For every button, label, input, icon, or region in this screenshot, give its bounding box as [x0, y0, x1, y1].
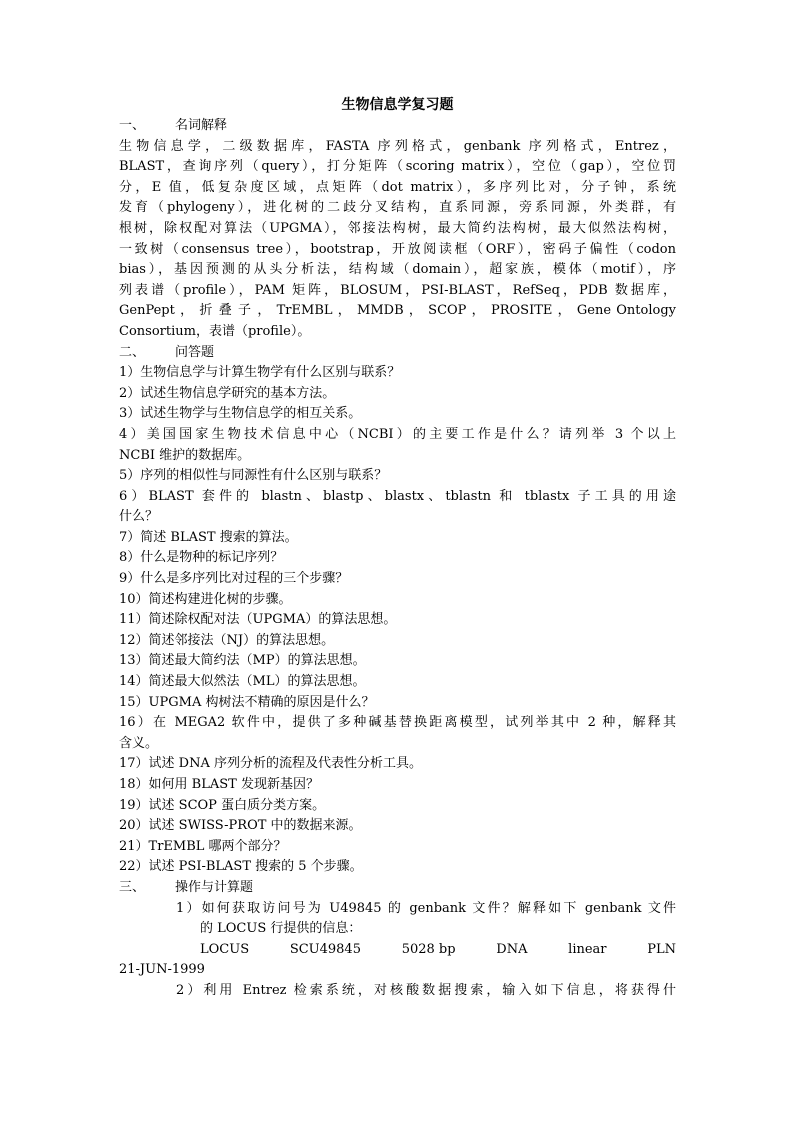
question-item: 12）简述邻接法（NJ）的算法思想。 — [119, 632, 335, 648]
question-item: 8）什么是物种的标记序列？ — [119, 550, 284, 566]
question-item: 18）如何用 BLAST 发现新基因？ — [119, 777, 319, 792]
question-item: 15）UPGMA 构树法不精确的原因是什么？ — [119, 694, 375, 710]
exercise-item-continued: 的 LOCUS 行提供的信息： — [200, 921, 362, 937]
locus-topology: linear — [568, 941, 607, 957]
locus-name: SCU49845 — [289, 941, 361, 957]
terms-line: GenPept ， 折 叠 子 ， TrEMBL ， MMDB ， SCOP ， PROSITE ， Gene Ontology — [119, 303, 676, 319]
question-item: 3）试述生物学与生物信息学的相互关系。 — [119, 406, 362, 422]
section-heading-questions — [119, 343, 676, 364]
question-item: 22）试述 PSI-BLAST 搜索的 5 个步骤。 — [119, 859, 363, 875]
question-item: 17）试述 DNA 序列分析的流程及代表性分析工具。 — [119, 756, 422, 772]
document-title: 生物信息学复习题 — [341, 97, 454, 113]
question-item-continued: 含义。 — [119, 735, 159, 751]
question-item: 16）在 MEGA2 软件中，提供了多种碱基替换距离模型，试列举其中 2 种，解释其 — [119, 715, 676, 731]
terms-line: 发育（phylogeny），进化树的二歧分叉结构，直系同源，旁系同源，外类群，有 — [119, 200, 676, 216]
section-heading-exercises — [119, 878, 676, 899]
section-title: 问答题 — [175, 344, 215, 360]
question-item: 4）美国国家生物技术信息中心（NCBI）的主要工作是什么？请列举 3 个以上 — [119, 426, 676, 442]
locus-division: PLN — [647, 941, 676, 957]
question-item: 10）简述构建进化树的步骤。 — [119, 591, 292, 607]
locus-length: 5028 bp — [401, 941, 456, 957]
terms-line: 分，E 值，低复杂度区域，点矩阵（dot matrix），多序列比对，分子钟，系统 — [119, 179, 676, 195]
document-page — [119, 95, 676, 1002]
question-item: 2）试述生物信息学研究的基本方法。 — [119, 385, 336, 401]
section-number: 三、 — [119, 879, 146, 895]
question-item: 9）什么是多序列比对过程的三个步骤？ — [119, 571, 349, 587]
terms-line: Consortium，表谱（profile）。 — [119, 323, 311, 339]
locus-line — [119, 940, 676, 961]
locus-keyword: LOCUS — [200, 941, 250, 957]
section-heading-terms — [119, 116, 676, 137]
terms-line: 生物信息学，二级数据库，FASTA 序列格式，genbank 序列格式，Entrez， — [119, 138, 676, 154]
question-item: 19）试述 SCOP 蛋白质分类方案。 — [119, 797, 326, 813]
terms-line: bias），基因预测的从头分析法，结构域（domain），超家族，模体（motif），序 — [119, 262, 676, 278]
questions-list — [119, 363, 676, 878]
question-item: 20）试述 SWISS-PROT 中的数据来源。 — [119, 818, 362, 834]
terms-line: 根树，除权配对算法（UPGMA），邻接法构树，最大简约法构树，最大似然法构树， — [119, 220, 676, 236]
terms-line: 列表谱（profile），PAM 矩阵，BLOSUM，PSI-BLAST，RefSeq，PDB 数据库， — [119, 282, 676, 298]
question-item: 21）TrEMBL 哪两个部分？ — [119, 838, 287, 854]
exercise-item: 1）如何获取访问号为 U49845 的 genbank 文件？解释如下 genbank 文件 — [176, 900, 676, 916]
question-item-continued: NCBI 维护的数据库。 — [119, 447, 251, 463]
question-item: 5）序列的相似性与同源性有什么区别与联系？ — [119, 468, 388, 484]
section-number: 一、 — [119, 118, 146, 133]
question-item: 14）简述最大似然法（ML）的算法思想。 — [119, 674, 366, 690]
exercises-list — [119, 899, 676, 1002]
section-title: 操作与计算题 — [175, 879, 254, 895]
section-title: 名词解释 — [175, 118, 228, 133]
question-item: 13）简述最大简约法（MP）的算法思想。 — [119, 653, 366, 669]
question-item: 7）简述 BLAST 搜索的算法。 — [119, 529, 298, 545]
locus-molecule-type: DNA — [496, 941, 528, 957]
question-item-continued: 什么？ — [119, 509, 159, 525]
locus-date: 21-JUN-1999 — [119, 962, 205, 978]
terms-line: 一致树（consensus tree），bootstrap，开放阅读框（ORF），密码子偏性（codon — [119, 241, 676, 257]
question-item: 1）生物信息学与计算生物学有什么区别与联系？ — [119, 365, 401, 381]
terms-paragraph — [119, 137, 676, 343]
section-number: 二、 — [119, 344, 146, 360]
terms-line: BLAST，查询序列（query），打分矩阵（scoring matrix），空位（gap），空位罚 — [119, 159, 676, 175]
question-item: 6）BLAST 套件的 blastn、blastp、blastx、tblastn 和 tblastx 子工具的用途 — [119, 488, 676, 504]
question-item: 11）简述除权配对法（UPGMA）的算法思想。 — [119, 612, 397, 628]
exercise-item: 2）利用 Entrez 检索系统，对核酸数据搜索，输入如下信息，将获得什 — [176, 982, 676, 998]
